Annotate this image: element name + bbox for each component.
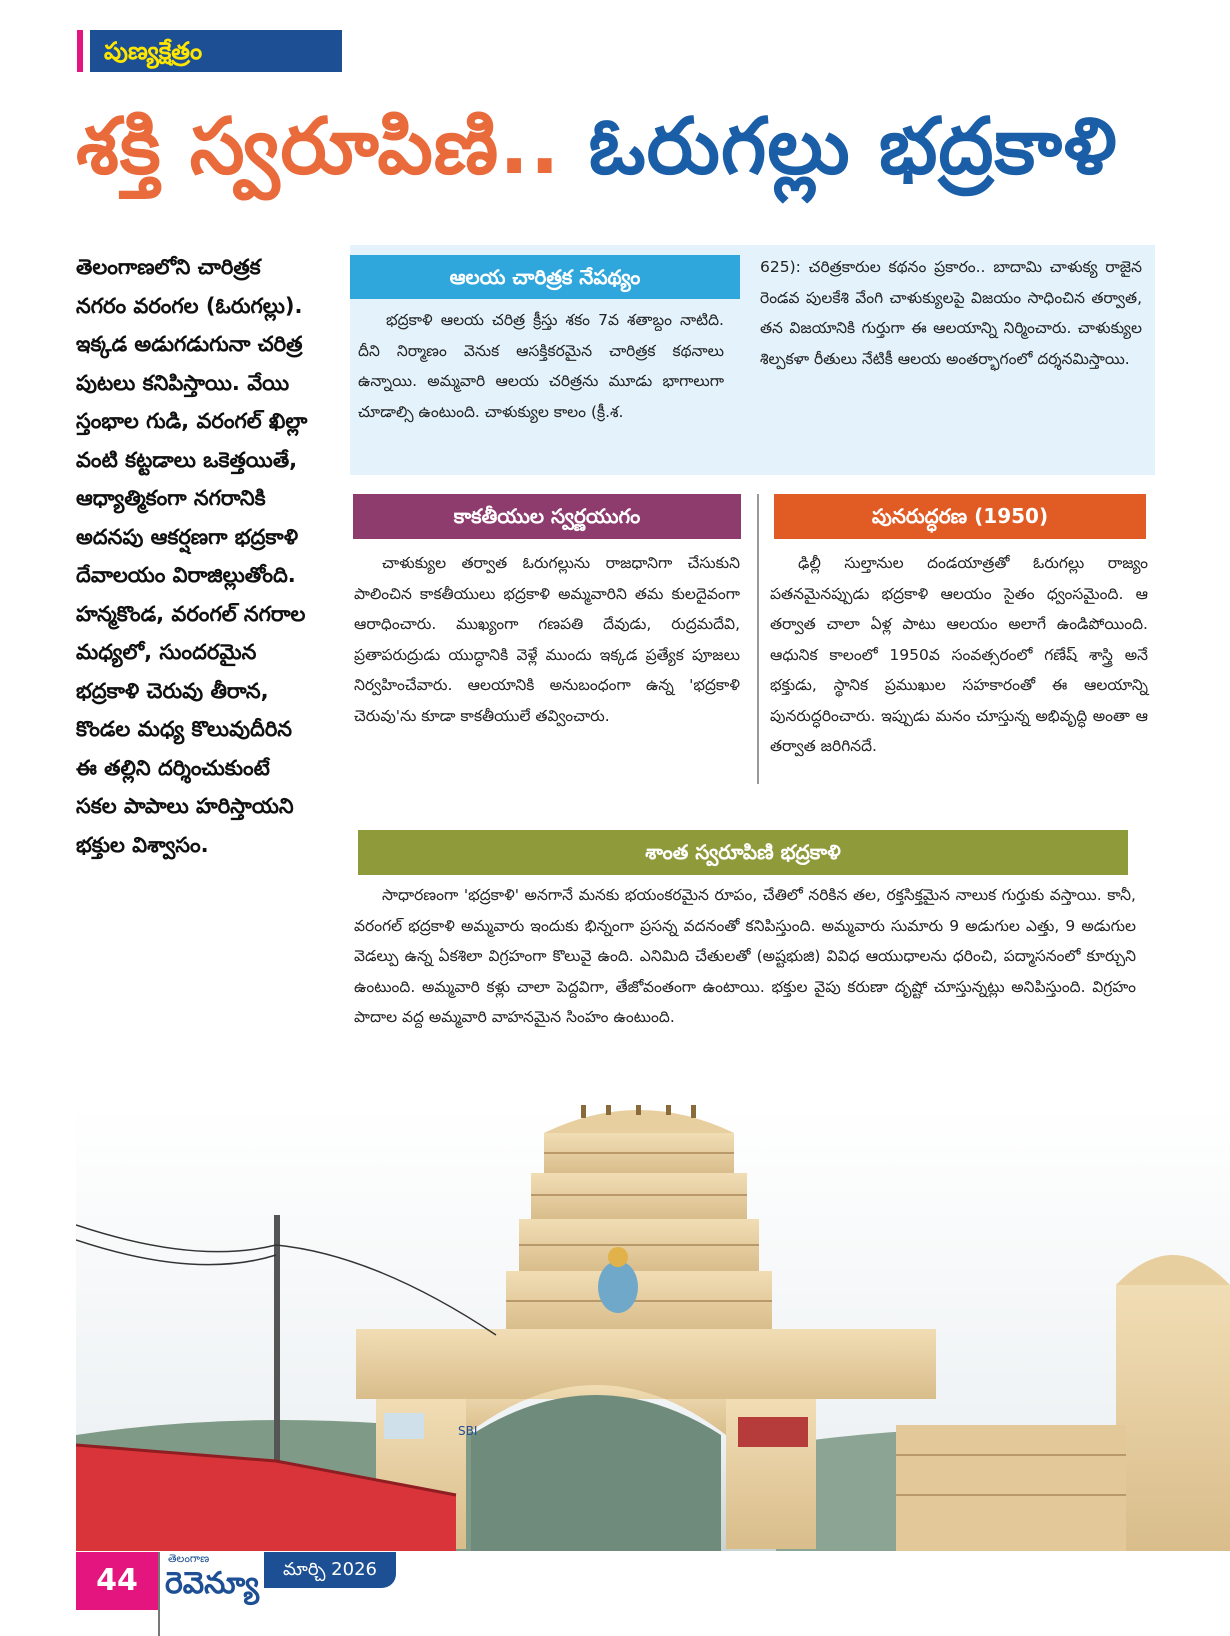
headline	[76, 92, 1196, 202]
section-tag: పుణ్యక్షేత్రం	[90, 30, 342, 72]
section-tag-accent	[77, 30, 83, 72]
kakatiya-title: కాకతీయుల స్వర్ణయుగం	[353, 494, 741, 539]
column-divider	[757, 494, 759, 784]
gopuram-tower	[506, 1105, 772, 1329]
shanta-title: శాంత స్వరూపిణి భద్రకాళి	[358, 830, 1128, 875]
sign-sbi: SBI	[458, 1424, 478, 1438]
headline-part2: ఓరుగల్లు భద్రకాళి	[588, 102, 1118, 192]
shanta-body: సాధారణంగా 'భద్రకాళి' అనగానే మనకు భయంకరమైన రూపం, చేతిలో నరికిన తల, రక్తసిక్తమైన నాలుక గుర్తుకు వస్తాయి. కానీ, వరంగల్ భద్రకాళి అమ్మవారు ఇందుకు భిన్నంగా ప్రసన్న వదనంతో కనిపిస్తుంది. అమ్మవారు సుమారు 9 అడుగుల ఎత్తు, 9 అడుగుల వెడల్పు ఉన్న ఏకశిలా విగ్రహంగా కొలువై ఉంది. ఎనిమిది చేతులతో (అష్టభుజి) వివిధ ఆయుధాలను ధరించి, పద్మాసనంలో కూర్చుని ఉంటుంది. అమ్మవారి కళ్లు చాలా పెద్దవిగా, తేజోవంతంగా ఉంటాయి. భక్తుల వైపు కరుణా దృష్టో చూస్తున్నట్లు అనిపిస్తుంది. విగ్రహం పాదాల వద్ద అమ్మవారి వాహనమైన సింహం ఉంటుంది.	[354, 886, 1136, 1026]
intro-column: తెలంగాణలోని చారిత్రక నగరం వరంగల (ఓరుగల్లు). ఇక్కడ అడుగడుగునా చరిత్ర పుటలు కనిపిస్తాయి. వేయి స్తంభాల గుడి, వరంగల్ ఖిల్లా వంటి కట్టడాలు ఒకెత్తయితే, ఆధ్యాత్మికంగా నగరానికి అదనపు ఆకర్షణగా భద్రకాళి దేవాలయం విరాజిల్లుతోంది. హన్మకొండ, వరంగల్ నగరాల మధ్యలో, సుందరమైన భద్రకాళి చెరువు తీరాన, కొండల మధ్య కొలువుదీరిన ఈ తల్లిని దర్శించుకుంటే సకల పాపాలు హరిస్తాయని భక్తుల విశ్వాసం.	[76, 255, 308, 857]
sign-right	[738, 1417, 808, 1447]
headline-part1: శక్తి స్వరూపిణి..	[76, 102, 561, 192]
history-title: ఆలయ చారిత్రక నేపథ్యం	[350, 255, 740, 299]
page-number: 44	[76, 1552, 158, 1610]
revival-title: పునరుద్ధరణ (1950)	[774, 494, 1146, 539]
magazine-subtitle: తెలంగాణ	[168, 1552, 210, 1565]
issue-date: మార్చి 2026	[264, 1552, 396, 1588]
history-body-col1: భద్రకాళి ఆలయ చరిత్ర క్రీస్తు శకం 7వ శతాబ్దం నాటిది. దీని నిర్మాణం వెనుక ఆసక్తికరమైన చారిత్రక కథనాలు ఉన్నాయి. అమ్మవారి ఆలయ చరిత్రను మూడు భాగాలుగా చూడాల్సి ఉంటుంది. చాళుక్యుల కాలం (క్రీ.శ.	[358, 311, 724, 421]
history-body-col2: 625): చరిత్రకారుల కథనం ప్రకారం.. బాదామి చాళుక్య రాజైన రెండవ పులకేశి వేంగి చాళుక్యులపై విజయం సాధించిన తర్వాత, తన విజయానికి గుర్తుగా ఈ ఆలయాన్ని నిర్మించారు. చాళుక్యుల శిల్పకళా రీతులు నేటికీ ఆలయ అంతర్భాగంలో దర్శనమిస్తాయి.	[760, 258, 1142, 368]
goddess-idol	[598, 1261, 638, 1313]
sign-left	[384, 1413, 424, 1439]
revival-body: ఢిల్లీ సుల్తానుల దండయాత్రతో ఓరుగల్లు రాజ్యం పతనమైనప్పుడు భద్రకాళి ఆలయం సైతం ధ్వంసమైంది. ఆ తర్వాత చాలా ఏళ్ల పాటు ఆలయం అలాగే ఉండిపోయింది. ఆధునిక కాలంలో 1950వ సంవత్సరంలో గణేష్ శాస్త్రి అనే భక్తుడు, స్థానిక ప్రముఖుల సహకారంతో ఈ ఆలయాన్ని పునరుద్ధరించారు. ఇప్పుడు మనం చూస్తున్న అభివృద్ధి అంతా ఆ తర్వాత జరిగినదే.	[770, 554, 1148, 755]
temple-photo	[76, 1105, 1230, 1551]
kakatiya-body: చాళుక్యుల తర్వాత ఓరుగల్లును రాజధానిగా చేసుకుని పాలించిన కాకతీయులు భద్రకాళి అమ్మవారిని తమ కులదైవంగా ఆరాధించారు. ముఖ్యంగా గణపతి దేవుడు, రుద్రమదేవి, ప్రతాపరుద్రుడు యుద్ధానికి వెళ్లే ముందు ఇక్కడ ప్రత్యేక పూజలు నిర్వహించేవారు. ఆలయానికి అనుబంధంగా ఉన్న 'భద్రకాళి చెరువు'ను కూడా కాకతీయులే తవ్వించారు.	[354, 554, 740, 725]
magazine-name: రెవెన్యూ	[165, 1566, 259, 1601]
footer-divider	[158, 1552, 160, 1636]
